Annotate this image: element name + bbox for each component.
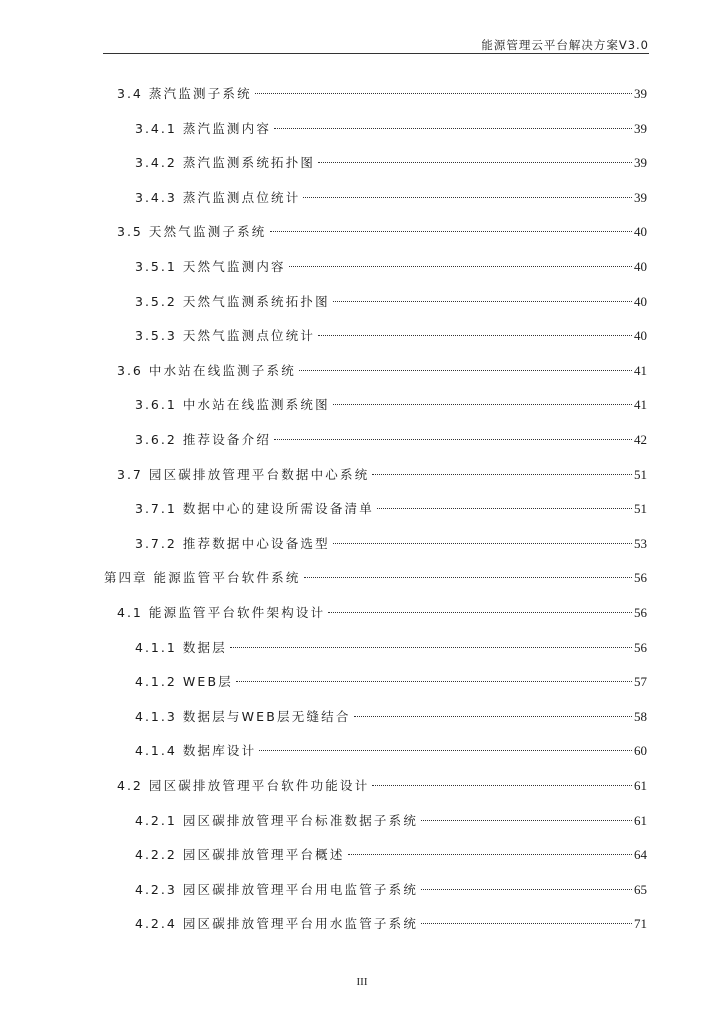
toc-entry-number: 3.4.1 — [135, 120, 177, 136]
toc-entry-page: 65 — [634, 881, 647, 897]
toc-dot-leader — [421, 876, 632, 894]
toc-entry-title: 能源监管平台软件架构设计 — [148, 605, 326, 620]
toc-entry-title: WEB层 — [182, 674, 233, 690]
toc-entry-page: 41 — [634, 362, 647, 378]
toc-entry-number: 3.7 — [117, 466, 143, 482]
toc-entry[interactable] — [135, 634, 647, 655]
toc-entry-title: 天然气监测系统拓扑图 — [182, 293, 330, 309]
toc-entry-title: 天然气监测点位统计 — [182, 328, 316, 344]
toc-dot-leader — [236, 668, 632, 686]
toc-dot-leader — [259, 737, 632, 755]
toc-entry[interactable] — [135, 703, 647, 724]
toc-entry-number: 4.1.1 — [135, 639, 177, 655]
toc-entry-page: 56 — [634, 605, 647, 620]
toc-entry-page: 57 — [634, 674, 647, 690]
toc-entry-title: 中水站在线监测系统图 — [182, 397, 330, 413]
toc-entry-page: 40 — [634, 293, 647, 309]
toc-entry-number: 4.1.4 — [135, 743, 177, 759]
toc-entry-page: 61 — [634, 812, 647, 828]
toc-entry-number: 3.7.2 — [135, 535, 177, 551]
running-header-title: 能源管理云平台解决方案V3.0 — [481, 38, 649, 52]
toc-entry-page: 56 — [634, 639, 647, 655]
toc-entry-page: 39 — [634, 189, 647, 205]
toc-entry-number: 3.5.1 — [135, 259, 177, 274]
toc-dot-leader — [333, 288, 632, 306]
toc-entry[interactable] — [135, 253, 647, 274]
toc-entry[interactable] — [135, 184, 647, 205]
toc-entry-title: 蒸汽监测内容 — [182, 120, 272, 136]
toc-dot-leader — [421, 807, 632, 825]
toc-entry-title: 园区碳排放管理平台概述 — [182, 847, 345, 863]
toc-entry[interactable] — [135, 288, 647, 309]
toc-entry-number: 4.2.1 — [135, 812, 177, 828]
toc-entry-title: 数据库设计 — [182, 743, 257, 759]
toc-entry-title: 推荐数据中心设备选型 — [182, 535, 330, 551]
toc-entry-page: 58 — [634, 708, 647, 724]
toc-entry-title: 蒸汽监测子系统 — [148, 86, 252, 101]
toc-entry[interactable] — [135, 876, 647, 897]
toc-entry-number: 3.5.2 — [135, 293, 177, 309]
toc-entry-number: 3.6 — [117, 362, 143, 378]
toc-entry-title: 蒸汽监测点位统计 — [182, 189, 301, 205]
toc-entry-title: 数据层 — [182, 639, 227, 655]
toc-dot-leader — [354, 703, 632, 721]
page-number: III — [356, 976, 368, 988]
toc-entry[interactable] — [135, 495, 647, 517]
toc-entry[interactable] — [135, 668, 647, 690]
toc-dot-leader — [274, 115, 632, 133]
toc-dot-leader — [255, 80, 632, 98]
toc-entry-page: 56 — [634, 570, 647, 586]
toc-dot-leader — [270, 218, 633, 236]
toc-entry-title: 数据中心的建设所需设备清单 — [182, 501, 374, 517]
toc-entry-number: 4.2.4 — [135, 916, 177, 932]
toc-entry-page: 40 — [634, 328, 647, 344]
toc-entry[interactable] — [135, 910, 647, 932]
toc-dot-leader — [318, 149, 632, 167]
toc-dot-leader — [318, 322, 632, 340]
toc-entry[interactable] — [135, 841, 647, 863]
toc-entry[interactable] — [135, 149, 647, 171]
toc-dot-leader — [299, 357, 632, 375]
toc-entry-number: 3.4.3 — [135, 189, 177, 205]
toc-entry-number: 4.2 — [117, 778, 143, 793]
toc-dot-leader — [328, 599, 632, 617]
toc-entry[interactable] — [117, 772, 647, 793]
toc-entry[interactable] — [117, 599, 647, 620]
toc-entry-number: 3.7.1 — [135, 501, 177, 517]
toc-entry-title: 园区碳排放管理平台数据中心系统 — [148, 466, 370, 482]
toc-entry[interactable] — [117, 461, 647, 482]
toc-entry-number: 4.2.2 — [135, 847, 177, 863]
toc-entry-page: 51 — [634, 466, 647, 482]
toc-entry-number: 4.1.3 — [135, 708, 177, 724]
toc-dot-leader — [372, 772, 632, 790]
toc-entry-title: 园区碳排放管理平台用水监管子系统 — [182, 916, 419, 932]
toc-entry-title: 中水站在线监测子系统 — [148, 362, 296, 378]
toc-entry-number: 4.2.3 — [135, 881, 177, 897]
toc-entry-page: 61 — [634, 778, 647, 793]
toc-entry-number: 3.5.3 — [135, 328, 177, 344]
toc-entry-number: 4.1.2 — [135, 674, 177, 690]
toc-entry-number: 3.4 — [117, 86, 143, 101]
toc-dot-leader — [421, 910, 632, 928]
toc-dot-leader — [304, 564, 632, 582]
toc-entry[interactable] — [135, 530, 647, 551]
toc-entry-page: 39 — [634, 86, 647, 101]
toc-entry-page: 39 — [634, 155, 647, 171]
toc-entry[interactable] — [117, 357, 647, 378]
toc-entry[interactable] — [135, 807, 647, 828]
toc-entry-page: 71 — [634, 916, 647, 932]
toc-entry[interactable] — [104, 564, 647, 586]
toc-entry[interactable] — [135, 322, 647, 344]
toc-entry-title: 数据层与WEB层无缝结合 — [182, 708, 351, 724]
toc-entry-number: 3.6.2 — [135, 432, 177, 447]
toc-dot-leader — [303, 184, 632, 202]
toc-dot-leader — [289, 253, 632, 271]
toc-entry-number: 4.1 — [117, 605, 143, 620]
toc-entry[interactable] — [135, 115, 647, 136]
toc-entry-number: 3.6.1 — [135, 397, 177, 413]
toc-entry-number: 3.4.2 — [135, 155, 177, 171]
toc-entry-title: 推荐设备介绍 — [182, 432, 272, 447]
toc-entry-title: 蒸汽监测系统拓扑图 — [182, 155, 316, 171]
toc-entry-page: 51 — [634, 501, 647, 517]
toc-entry-page: 53 — [634, 535, 647, 551]
toc-entry[interactable] — [135, 737, 647, 759]
toc-entry-page: 60 — [634, 743, 647, 759]
toc-entry-page: 64 — [634, 847, 647, 863]
toc-entry-title: 天然气监测内容 — [182, 259, 286, 274]
toc-dot-leader — [230, 634, 632, 652]
toc-entry-number: 3.5 — [117, 224, 143, 240]
toc-entry[interactable] — [135, 426, 647, 447]
toc-entry-title: 园区碳排放管理平台标准数据子系统 — [182, 812, 419, 828]
toc-dot-leader — [372, 461, 632, 479]
toc-entry-page: 40 — [634, 224, 647, 240]
toc-entry-page: 39 — [634, 120, 647, 136]
toc-entry-page: 42 — [634, 432, 647, 447]
toc-entry-title: 园区碳排放管理平台软件功能设计 — [148, 778, 370, 793]
toc-entry-title: 园区碳排放管理平台用电监管子系统 — [182, 881, 419, 897]
toc-entry[interactable] — [117, 218, 647, 240]
toc-dot-leader — [377, 495, 632, 513]
toc-dot-leader — [333, 530, 632, 548]
toc-entry-title: 天然气监测子系统 — [148, 224, 267, 240]
toc-entry[interactable] — [135, 391, 647, 413]
toc-entry-title: 能源监管平台软件系统 — [153, 570, 301, 586]
toc-dot-leader — [274, 426, 632, 444]
toc-entry-page: 40 — [634, 259, 647, 274]
toc-dot-leader — [333, 391, 632, 409]
toc-entry[interactable] — [117, 80, 647, 101]
toc-entry-number: 第四章 — [104, 570, 148, 586]
toc-entry-page: 41 — [634, 397, 647, 413]
toc-dot-leader — [348, 841, 632, 859]
